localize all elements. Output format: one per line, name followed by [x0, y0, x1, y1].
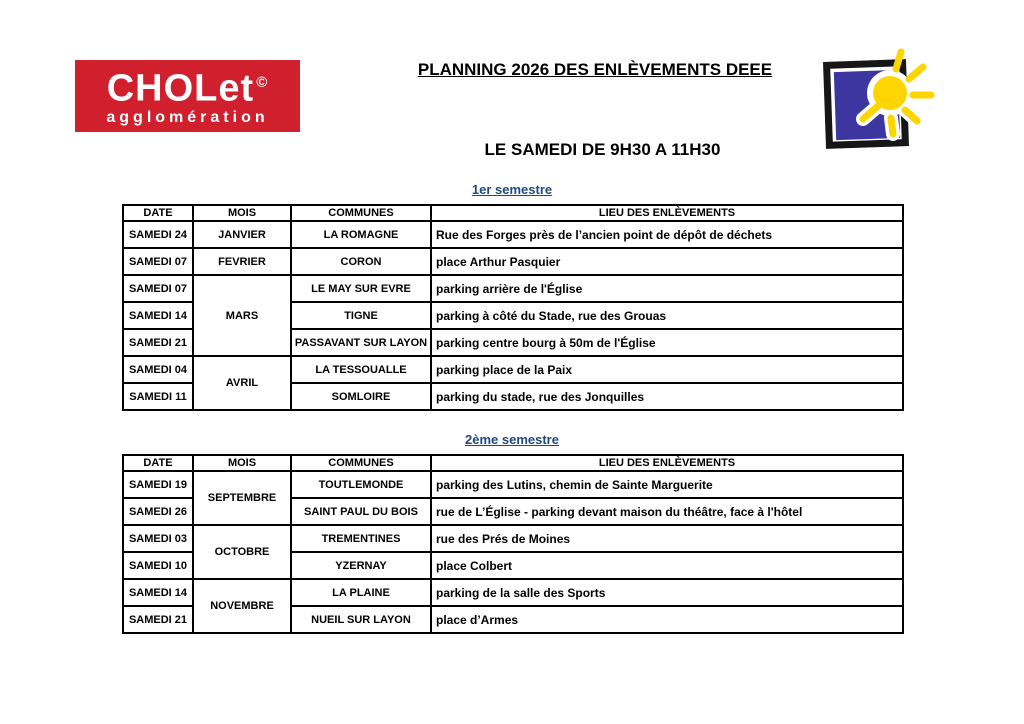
column-header-communes: COMMUNES — [291, 455, 431, 471]
commune-cell: SAINT PAUL DU BOIS — [291, 498, 431, 525]
table-row — [123, 221, 903, 248]
lieu-cell: place Arthur Pasquier — [431, 248, 903, 275]
section-label-1er-semestre: 1er semestre — [471, 182, 553, 197]
date-cell: SAMEDI 24 — [123, 221, 193, 248]
lieu-cell: parking de la salle des Sports — [431, 579, 903, 606]
month-cell: NOVEMBRE — [193, 579, 291, 633]
table-row — [123, 248, 903, 275]
date-cell: SAMEDI 21 — [123, 606, 193, 633]
section-label-2eme-semestre: 2ème semestre — [465, 432, 559, 447]
date-cell: SAMEDI 14 — [123, 302, 193, 329]
date-cell: SAMEDI 21 — [123, 329, 193, 356]
lieu-cell: parking à côté du Stade, rue des Grouas — [431, 302, 903, 329]
schedule-subtitle: LE SAMEDI DE 9H30 A 11H30 — [484, 140, 721, 159]
month-cell: OCTOBRE — [193, 525, 291, 579]
column-header-date: DATE — [123, 455, 193, 471]
copyright-icon: © — [256, 74, 269, 92]
date-cell: SAMEDI 14 — [123, 579, 193, 606]
date-cell: SAMEDI 07 — [123, 248, 193, 275]
column-header-lieu: LIEU DES ENLÈVEMENTS — [431, 205, 903, 221]
table-2eme-semestre — [122, 454, 904, 634]
lieu-cell: place d’Armes — [431, 606, 903, 633]
commune-cell: LA TESSOUALLE — [291, 356, 431, 383]
month-cell: FEVRIER — [193, 248, 291, 275]
table-body — [123, 471, 903, 633]
column-header-mois: MOIS — [193, 205, 291, 221]
sun-square-icon — [816, 46, 940, 154]
commune-cell: TIGNE — [291, 302, 431, 329]
date-cell: SAMEDI 11 — [123, 383, 193, 410]
lieu-cell: rue de L’Église - parking devant maison du théâtre, face à l'hôtel — [431, 498, 903, 525]
commune-cell: YZERNAY — [291, 552, 431, 579]
commune-cell: LE MAY SUR EVRE — [291, 275, 431, 302]
table-row — [123, 579, 903, 606]
date-cell: SAMEDI 26 — [123, 498, 193, 525]
commune-cell: LA ROMAGNE — [291, 221, 431, 248]
lieu-cell: place Colbert — [431, 552, 903, 579]
month-cell: SEPTEMBRE — [193, 471, 291, 525]
commune-cell: NUEIL SUR LAYON — [291, 606, 431, 633]
commune-cell: TREMENTINES — [291, 525, 431, 552]
page-title: PLANNING 2026 DES ENLÈVEMENTS DEEE — [417, 60, 773, 79]
lieu-cell: parking du stade, rue des Jonquilles — [431, 383, 903, 410]
header-row — [123, 455, 903, 471]
header-row — [123, 205, 903, 221]
date-cell: SAMEDI 03 — [123, 525, 193, 552]
column-header-date: DATE — [123, 205, 193, 221]
logo-brand-text: CHOLet — [106, 67, 255, 110]
table-1er-semestre — [122, 204, 904, 411]
commune-cell: CORON — [291, 248, 431, 275]
commune-cell: PASSAVANT SUR LAYON — [291, 329, 431, 356]
table-header — [123, 455, 903, 471]
lieu-cell: parking arrière de l'Église — [431, 275, 903, 302]
commune-cell: SOMLOIRE — [291, 383, 431, 410]
table-row — [123, 525, 903, 552]
date-cell: SAMEDI 07 — [123, 275, 193, 302]
date-cell: SAMEDI 10 — [123, 552, 193, 579]
table-row — [123, 275, 903, 302]
table-row — [123, 356, 903, 383]
table-row — [123, 471, 903, 498]
table-header — [123, 205, 903, 221]
cholet-agglomeration-logo — [75, 60, 300, 132]
date-cell: SAMEDI 19 — [123, 471, 193, 498]
lieu-cell: parking place de la Paix — [431, 356, 903, 383]
date-cell: SAMEDI 04 — [123, 356, 193, 383]
column-header-communes: COMMUNES — [291, 205, 431, 221]
month-cell: JANVIER — [193, 221, 291, 248]
commune-cell: LA PLAINE — [291, 579, 431, 606]
lieu-cell: parking des Lutins, chemin de Sainte Marguerite — [431, 471, 903, 498]
logo-subtitle-text: agglomération — [106, 108, 269, 126]
lieu-cell: parking centre bourg à 50m de l'Église — [431, 329, 903, 356]
column-header-mois: MOIS — [193, 455, 291, 471]
lieu-cell: rue des Prés de Moines — [431, 525, 903, 552]
logo-brand-line — [75, 64, 300, 108]
month-cell: AVRIL — [193, 356, 291, 410]
commune-cell: TOUTLEMONDE — [291, 471, 431, 498]
month-cell: MARS — [193, 275, 291, 356]
lieu-cell: Rue des Forges près de l’ancien point de dépôt de déchets — [431, 221, 903, 248]
column-header-lieu: LIEU DES ENLÈVEMENTS — [431, 455, 903, 471]
table-body — [123, 221, 903, 410]
